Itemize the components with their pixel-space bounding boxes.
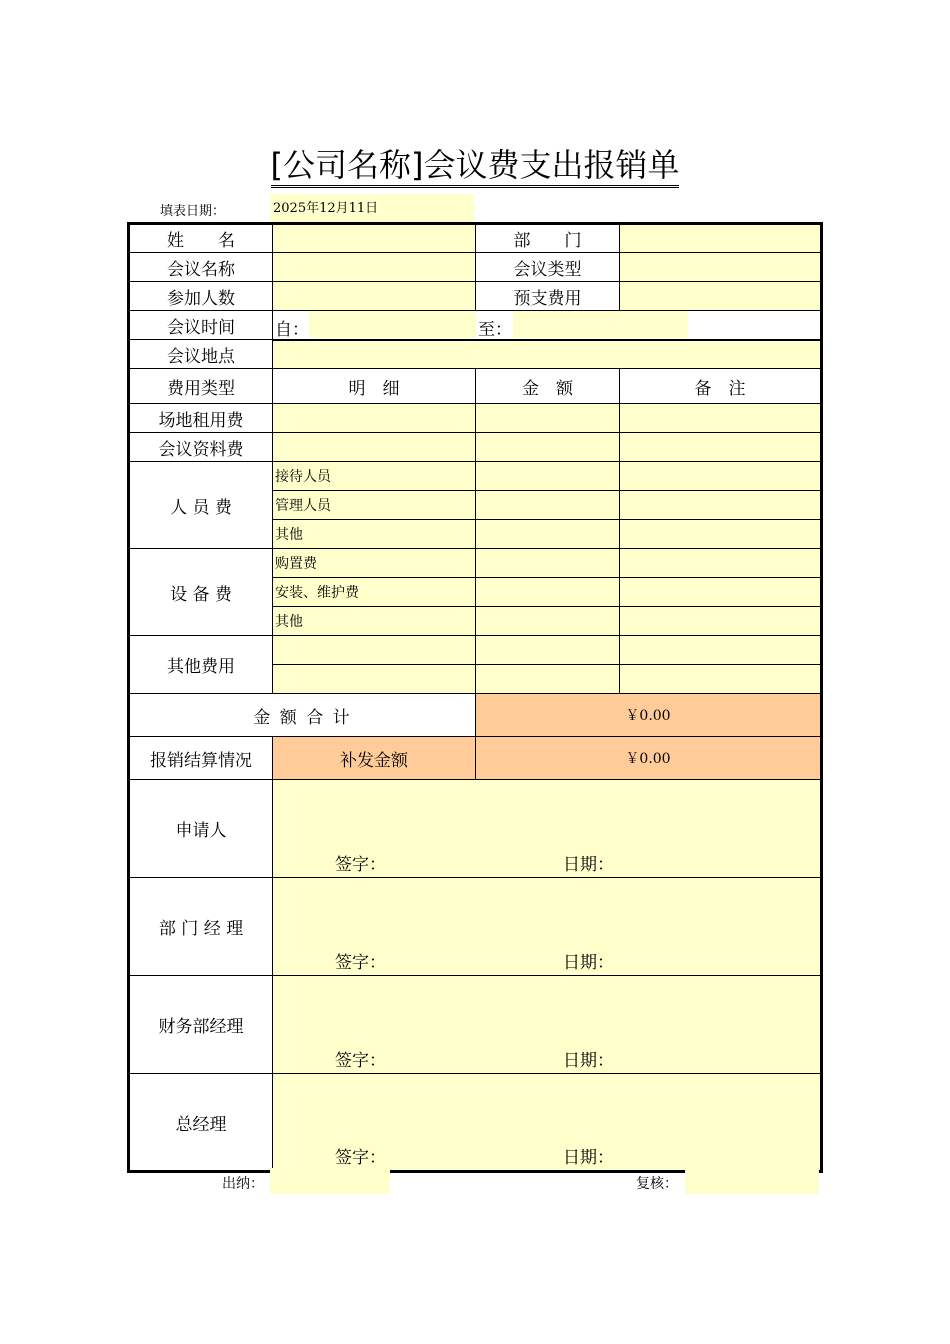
dept-label: 部 门 (476, 224, 620, 253)
note-cell[interactable] (620, 462, 822, 491)
advance-label: 预支费用 (476, 282, 620, 311)
col-amount: 金 额 (476, 369, 620, 404)
other-label: 其他费用 (129, 636, 273, 694)
review-field[interactable] (685, 1168, 819, 1194)
note-cell[interactable] (620, 578, 822, 607)
note-cell[interactable] (620, 665, 822, 694)
amount-cell[interactable] (476, 549, 620, 578)
other-detail[interactable] (273, 636, 476, 665)
from-field[interactable] (309, 311, 476, 338)
amount-cell[interactable] (476, 578, 620, 607)
attendees-label: 参加人数 (129, 282, 273, 311)
page-title: [公司名称]会议费支出报销单 (0, 140, 950, 186)
applicant-sign-area[interactable]: 签字： 日期： (273, 780, 822, 878)
venue-label: 场地租用费 (129, 404, 273, 433)
finance-manager-label: 财务部经理 (129, 976, 273, 1074)
col-type: 费用类型 (129, 369, 273, 404)
from-label: 自： (275, 320, 309, 340)
total-value: ￥0.00 (476, 694, 822, 737)
supplement-value: ￥0.00 (476, 737, 822, 780)
name-field[interactable] (273, 224, 476, 253)
col-detail: 明 细 (273, 369, 476, 404)
venue-detail[interactable] (273, 404, 476, 433)
staff-item: 其他 (273, 520, 476, 549)
fill-date-field[interactable]: 2025年12月11日 (270, 194, 474, 222)
location-field[interactable] (273, 340, 822, 369)
meeting-name-label: 会议名称 (129, 253, 273, 282)
dept-field[interactable] (620, 224, 822, 253)
review-label: 复核： (636, 1176, 678, 1192)
equipment-label: 设 备 费 (129, 549, 273, 636)
finance-manager-sign-area[interactable]: 签字： 日期： (273, 976, 822, 1074)
venue-amount[interactable] (476, 404, 620, 433)
fill-date-label: 填表日期： (160, 204, 226, 219)
meeting-time-label: 会议时间 (129, 311, 273, 340)
amount-cell[interactable] (476, 491, 620, 520)
amount-cell[interactable] (476, 636, 620, 665)
materials-amount[interactable] (476, 433, 620, 462)
meeting-type-label: 会议类型 (476, 253, 620, 282)
total-label: 金 额 合 计 (129, 694, 476, 737)
note-cell[interactable] (620, 636, 822, 665)
materials-label: 会议资料费 (129, 433, 273, 462)
dept-manager-label: 部 门 经 理 (129, 878, 273, 976)
amount-cell[interactable] (476, 520, 620, 549)
note-cell[interactable] (620, 607, 822, 636)
equipment-item: 安装、维护费 (273, 578, 476, 607)
staff-item: 管理人员 (273, 491, 476, 520)
applicant-label: 申请人 (129, 780, 273, 878)
cashier-label: 出纳： (222, 1176, 264, 1192)
equipment-item: 购置费 (273, 549, 476, 578)
meeting-name-field[interactable] (273, 253, 476, 282)
meeting-type-field[interactable] (620, 253, 822, 282)
staff-label: 人 员 费 (129, 462, 273, 549)
gm-sign-area[interactable]: 签字： 日期： (273, 1074, 822, 1172)
settlement-label: 报销结算情况 (129, 737, 273, 780)
name-label: 姓 名 (129, 224, 273, 253)
advance-field[interactable] (620, 282, 822, 311)
gm-label: 总经理 (129, 1074, 273, 1172)
col-note: 备 注 (620, 369, 822, 404)
location-label: 会议地点 (129, 340, 273, 369)
dept-manager-sign-area[interactable]: 签字： 日期： (273, 878, 822, 976)
attendees-field[interactable] (273, 282, 476, 311)
materials-note[interactable] (620, 433, 822, 462)
expense-form-table (127, 222, 823, 1173)
to-field[interactable] (513, 311, 688, 338)
note-cell[interactable] (620, 520, 822, 549)
other-detail[interactable] (273, 665, 476, 694)
materials-detail[interactable] (273, 433, 476, 462)
equipment-item: 其他 (273, 607, 476, 636)
venue-note[interactable] (620, 404, 822, 433)
staff-item: 接待人员 (273, 462, 476, 491)
note-cell[interactable] (620, 549, 822, 578)
note-cell[interactable] (620, 491, 822, 520)
cashier-field[interactable] (270, 1168, 390, 1194)
amount-cell[interactable] (476, 665, 620, 694)
to-label: 至： (478, 320, 512, 340)
supplement-label: 补发金额 (273, 737, 476, 780)
amount-cell[interactable] (476, 607, 620, 636)
amount-cell[interactable] (476, 462, 620, 491)
